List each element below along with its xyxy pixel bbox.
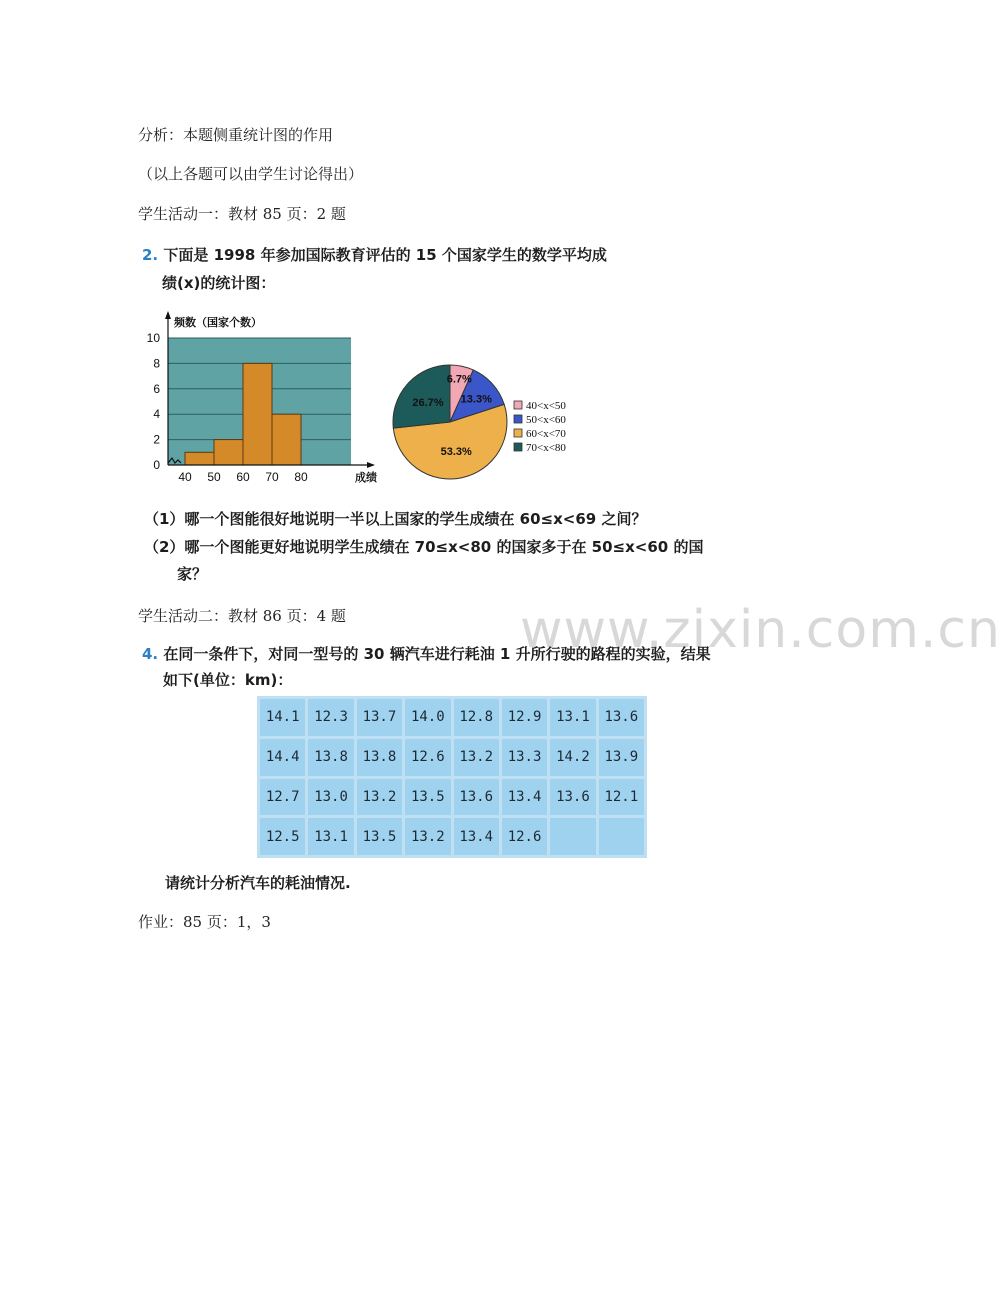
table-cell: 12.1 <box>599 779 644 816</box>
y-tick-label: 2 <box>153 432 160 447</box>
q2-text-line1 <box>142 244 607 265</box>
q4-text-line1 <box>142 643 711 664</box>
x-tick-label: 50 <box>207 470 221 484</box>
table-cell: 12.9 <box>502 699 547 736</box>
table-cell: 13.4 <box>454 818 499 855</box>
watermark: www.zixin.com.cn <box>520 600 1001 660</box>
activity1-line: 学生活动一：教材 85 页：2 题 <box>138 205 346 223</box>
table-cell: 13.2 <box>357 779 402 816</box>
table-cell: 13.6 <box>599 699 644 736</box>
q4-number: 4. <box>142 645 159 663</box>
discussion-line: （以上各题可以由学生讨论得出） <box>138 165 364 183</box>
table-cell: 13.8 <box>357 739 402 776</box>
table-cell-empty <box>599 818 644 855</box>
table-cell: 13.2 <box>454 739 499 776</box>
legend-label: 50<x<60 <box>526 414 566 426</box>
y-axis-label: 频数（国家个数） <box>174 316 262 329</box>
histogram-chart <box>140 305 380 485</box>
table-cell: 13.5 <box>357 818 402 855</box>
table-cell: 14.4 <box>260 739 305 776</box>
q2-sub1: （1）哪一个图能很好地说明一半以上国家的学生成绩在 60≤x<69 之间？ <box>144 510 647 528</box>
x-axis-label: 成绩 <box>355 471 377 484</box>
homework-line: 作业：85 页：1，3 <box>138 913 271 931</box>
legend-swatch <box>514 401 522 409</box>
y-tick-label: 0 <box>153 458 160 472</box>
table-cell: 12.6 <box>405 739 450 776</box>
q4-text: 在同一条件下，对同一型号的 30 辆汽车进行耗油 1 升所行驶的路程的实验，结果 <box>163 645 711 663</box>
pie-slice-label: 26.7% <box>412 397 444 410</box>
table-cell: 13.1 <box>308 818 353 855</box>
histogram-bar <box>272 414 301 465</box>
y-tick-label: 10 <box>146 331 160 345</box>
table-cell: 14.0 <box>405 699 450 736</box>
y-tick-label: 8 <box>153 356 160 371</box>
table-cell: 12.5 <box>260 818 305 855</box>
table-cell: 14.2 <box>550 739 595 776</box>
histogram-bar <box>214 440 243 465</box>
table-cell: 13.5 <box>405 779 450 816</box>
q2-text: 下面是 1998 年参加国际教育评估的 15 个国家学生的数学平均成 <box>163 246 607 264</box>
q2-sub2b: 家？ <box>177 565 208 583</box>
table-cell: 13.4 <box>502 779 547 816</box>
table-cell: 13.9 <box>599 739 644 776</box>
y-tick-label: 6 <box>153 381 160 396</box>
table-cell: 13.0 <box>308 779 353 816</box>
y-tick-label: 4 <box>153 407 160 422</box>
pie-slice-label: 13.3% <box>460 393 492 406</box>
table-row <box>260 739 644 776</box>
table-cell: 14.1 <box>260 699 305 736</box>
table-cell: 12.3 <box>308 699 353 736</box>
q4-text-line2: 如下(单位：km)： <box>163 671 293 689</box>
table-cell: 12.7 <box>260 779 305 816</box>
x-tick-label: 40 <box>178 470 192 484</box>
table-cell: 13.6 <box>454 779 499 816</box>
x-axis-arrow <box>367 462 375 468</box>
histogram-bar <box>243 363 272 465</box>
y-axis-arrow <box>165 311 171 319</box>
x-tick-label: 70 <box>265 470 279 484</box>
table-cell: 13.6 <box>550 779 595 816</box>
pie-slice-label: 6.7% <box>446 373 472 386</box>
table-row <box>260 818 644 855</box>
q4-footer: 请统计分析汽车的耗油情况. <box>165 874 351 892</box>
q2-number: 2. <box>142 246 159 264</box>
legend-swatch <box>514 415 522 423</box>
legend-label: 40<x<50 <box>526 400 566 412</box>
legend-swatch <box>514 429 522 437</box>
table-cell: 13.7 <box>357 699 402 736</box>
legend-swatch <box>514 443 522 451</box>
table-cell: 12.6 <box>502 818 547 855</box>
legend-label: 70<x<80 <box>526 442 566 454</box>
q2-text-line2: 绩(x)的统计图： <box>162 274 276 292</box>
table-cell: 13.3 <box>502 739 547 776</box>
x-tick-label: 60 <box>236 470 250 484</box>
table-cell: 13.2 <box>405 818 450 855</box>
table-row <box>260 779 644 816</box>
table-cell: 12.8 <box>454 699 499 736</box>
legend-label: 60<x<70 <box>526 428 566 440</box>
table-cell: 13.1 <box>550 699 595 736</box>
activity2-line: 学生活动二：教材 86 页：4 题 <box>138 607 346 625</box>
table-cell-empty <box>550 818 595 855</box>
histogram-bar <box>185 452 214 465</box>
pie-chart <box>388 355 598 490</box>
pie-slice-label: 53.3% <box>440 445 472 458</box>
mileage-table <box>257 696 647 858</box>
q2-sub2a: （2）哪一个图能更好地说明学生成绩在 70≤x<80 的国家多于在 50≤x<60 的国 <box>144 538 704 556</box>
table-row <box>260 699 644 736</box>
analysis-line: 分析：本题侧重统计图的作用 <box>138 126 334 144</box>
x-tick-label: 80 <box>294 470 308 484</box>
table-cell: 13.8 <box>308 739 353 776</box>
